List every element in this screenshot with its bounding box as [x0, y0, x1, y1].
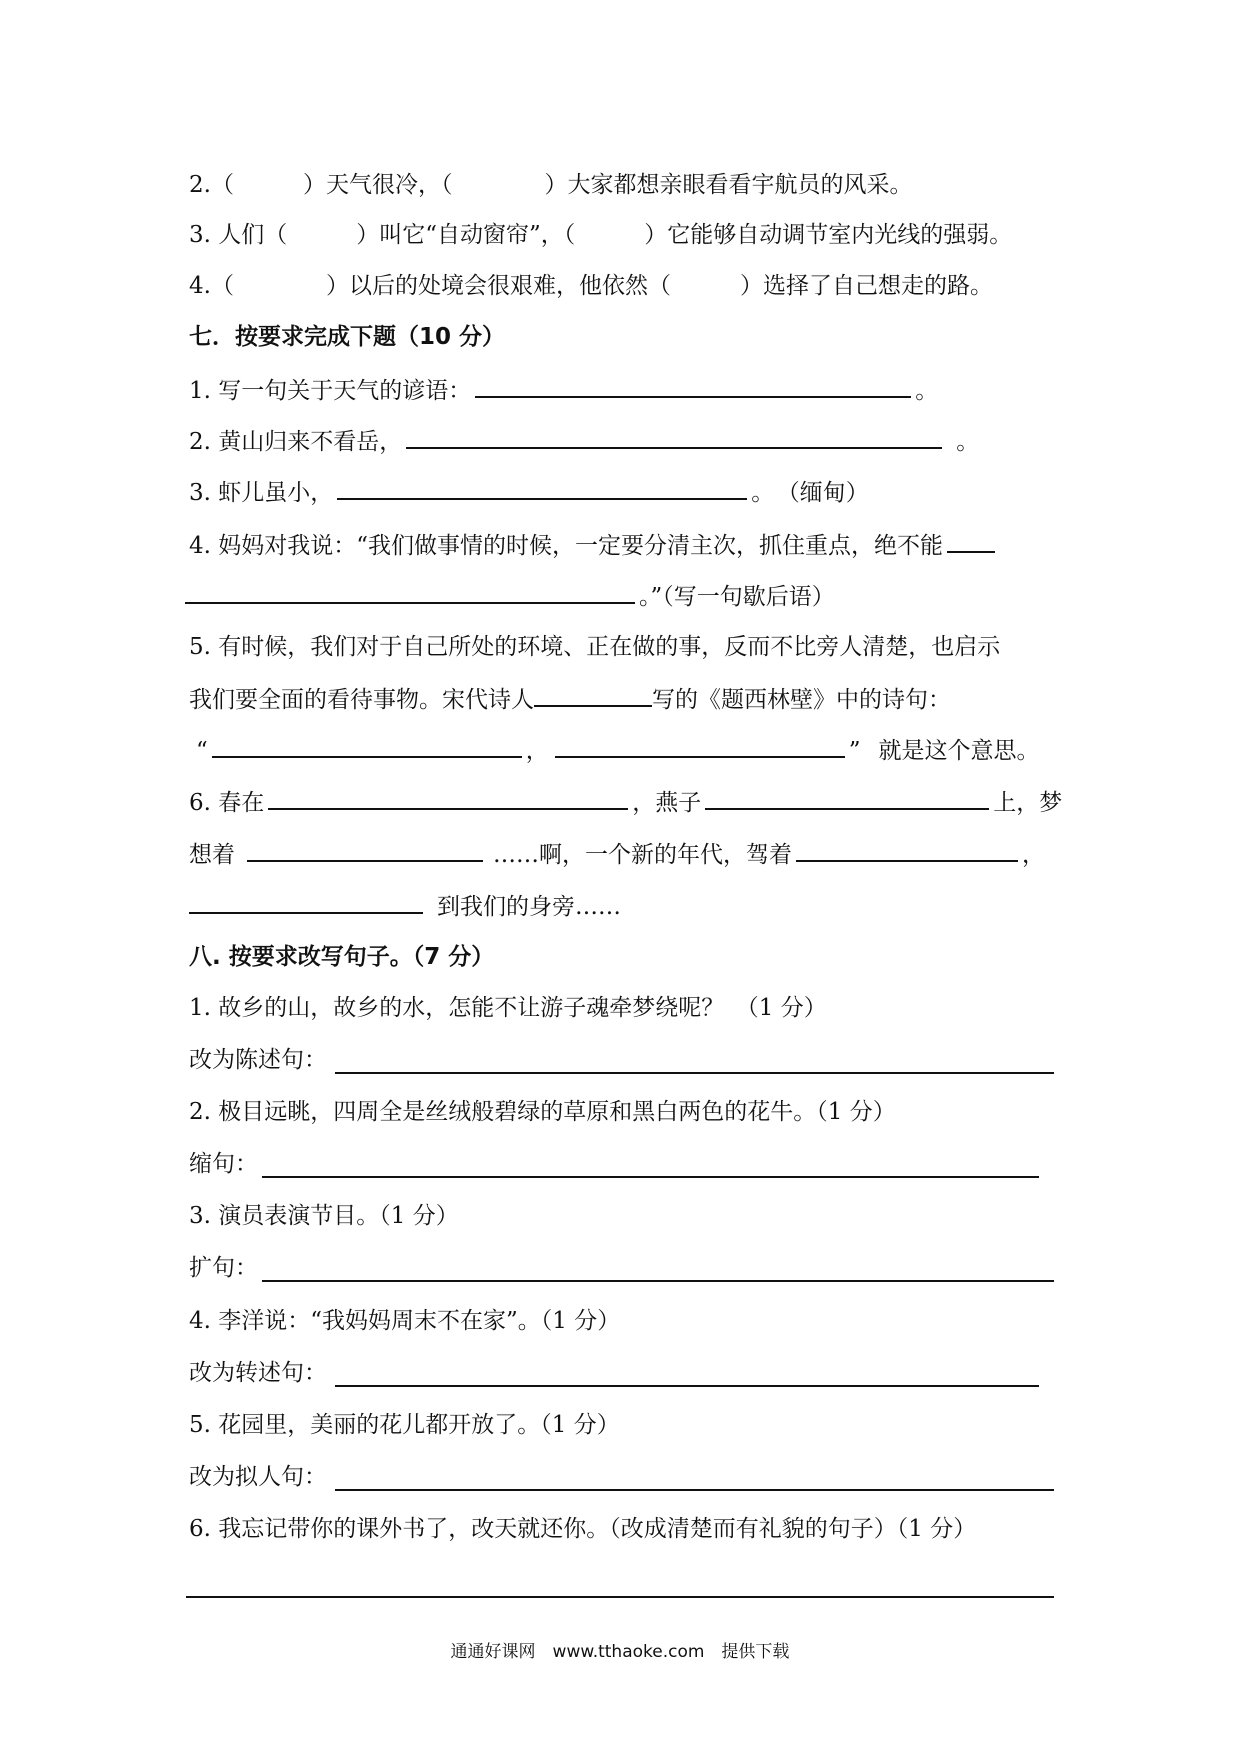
s8-q1: 1. 故乡的山，故乡的水，怎能不让游子魂牵梦绕呢？ （1 分）	[189, 995, 827, 1021]
answer-blank[interactable]	[337, 476, 747, 500]
question-text: 上，梦	[993, 790, 1063, 816]
section7-title: 七．按要求完成下题（10 分）	[189, 324, 506, 350]
answer-blank[interactable]	[406, 425, 942, 449]
question-text: 到我们的身旁……	[437, 894, 621, 920]
answer-blank[interactable]	[185, 580, 635, 604]
poem-line-blank-1[interactable]	[212, 734, 522, 758]
s7-q4-line2	[185, 580, 1060, 612]
answer-blank[interactable]	[705, 786, 989, 810]
question-text: 。”（写一句歇后语）	[639, 584, 835, 610]
download-footer: 通通好课网 www.tthaoke.com 提供下载	[450, 1642, 790, 1662]
s8-a5-label: 改为拟人句：	[189, 1464, 327, 1490]
punctuation: ”	[848, 738, 861, 764]
question-text: 4. 妈妈对我说：“我们做事情的时候，一定要分清主次，抓住重点，绝不能	[189, 533, 944, 559]
punctuation: 。	[751, 480, 775, 506]
s8-a5-blank[interactable]	[335, 1489, 1054, 1491]
answer-blank[interactable]	[189, 890, 423, 914]
answer-blank[interactable]	[796, 838, 1018, 862]
question-text: 3. 虾儿虽小，	[189, 480, 334, 506]
s8-q6: 6. 我忘记带你的课外书了，改天就还你。（改成清楚而有礼貌的句子）（1 分）	[189, 1516, 977, 1542]
question-text: 就是这个意思。	[878, 738, 1040, 764]
source-note: （缅甸）	[788, 480, 869, 506]
answer-gap[interactable]	[671, 273, 740, 299]
item-text: ）天气很冷，（	[302, 172, 453, 198]
item-text: ）选择了自己想走的路。	[739, 273, 993, 299]
s7-q1	[189, 374, 1060, 406]
part6-item-4	[189, 271, 1060, 301]
s7-q2	[189, 425, 1060, 457]
s8-a3-label: 扩句：	[189, 1255, 258, 1281]
punctuation: ，	[1022, 842, 1045, 868]
answer-blank[interactable]	[947, 529, 995, 553]
s8-q3: 3. 演员表演节目。（1 分）	[189, 1203, 459, 1229]
item-text: ）以后的处境会很艰难，他依然（	[325, 273, 671, 299]
item-text: ）叫它“自动窗帘”，（	[356, 222, 576, 248]
punctuation: “	[196, 738, 208, 764]
answer-gap[interactable]	[287, 222, 356, 248]
answer-gap[interactable]	[452, 172, 544, 198]
item-text: ）它能够自动调节室内光线的强弱。	[644, 222, 1013, 248]
s8-a1-label: 改为陈述句：	[189, 1047, 327, 1073]
poem-line-blank-2[interactable]	[555, 734, 845, 758]
question-text: ……啊，一个新的年代，驾着	[493, 842, 792, 868]
question-text: 2. 黄山归来不看岳，	[189, 429, 403, 455]
s8-q2: 2. 极目远眺，四周全是丝绒般碧绿的草原和黑白两色的花牛。（1 分）	[189, 1099, 896, 1125]
item-text: 2.（	[189, 172, 234, 198]
question-text: ，燕子	[632, 790, 702, 816]
part6-item-3	[189, 220, 1060, 250]
s8-a2-label: 缩句：	[189, 1151, 258, 1177]
s8-q5: 5. 花园里，美丽的花儿都开放了。（1 分）	[189, 1412, 620, 1438]
answer-blank[interactable]	[268, 786, 628, 810]
s8-a3-blank[interactable]	[262, 1280, 1054, 1282]
s7-q5-line3	[196, 734, 1060, 766]
s8-a4-label: 改为转述句：	[189, 1360, 327, 1386]
answer-gap[interactable]	[575, 222, 644, 248]
s7-q4-line1	[189, 529, 1060, 561]
s7-q5-line2	[189, 683, 1060, 715]
s7-q6-line1	[189, 786, 1063, 818]
s7-q5-line1: 5. 有时候，我们对于自己所处的环境、正在做的事，反而不比旁人清楚，也启示	[189, 634, 1001, 660]
punctuation: 。	[956, 429, 980, 455]
answer-gap[interactable]	[234, 273, 326, 299]
question-text: 我们要全面的看待事物。宋代诗人	[189, 687, 534, 713]
answer-blank[interactable]	[475, 374, 911, 398]
poet-blank[interactable]	[534, 683, 652, 707]
s7-q3	[189, 476, 1060, 508]
item-text: 4.（	[189, 273, 234, 299]
punctuation: 。	[915, 378, 939, 404]
question-text: 6. 春在	[189, 790, 265, 816]
section8-title: 八. 按要求改写句子。（7 分）	[189, 944, 495, 970]
answer-blank[interactable]	[247, 838, 483, 862]
part6-item-2	[189, 170, 1060, 200]
question-text: 写的《题西林壁》中的诗句：	[652, 687, 951, 713]
s8-a2-blank[interactable]	[262, 1176, 1039, 1178]
question-text: 1. 写一句关于天气的谚语：	[189, 378, 472, 404]
answer-gap[interactable]	[234, 172, 303, 198]
s8-a4-blank[interactable]	[335, 1385, 1039, 1387]
s8-a6-blank[interactable]	[186, 1596, 1054, 1598]
s7-q6-line3	[189, 890, 1060, 922]
item-text: 3. 人们（	[189, 222, 288, 248]
question-text: 想着	[189, 842, 235, 868]
s7-q6-line2	[189, 838, 1060, 870]
s8-a1-blank[interactable]	[335, 1072, 1054, 1074]
punctuation: ，	[525, 738, 549, 764]
s8-q4: 4. 李洋说：“我妈妈周末不在家”。（1 分）	[189, 1308, 621, 1334]
item-text: ）大家都想亲眼看看宇航员的风采。	[544, 172, 913, 198]
